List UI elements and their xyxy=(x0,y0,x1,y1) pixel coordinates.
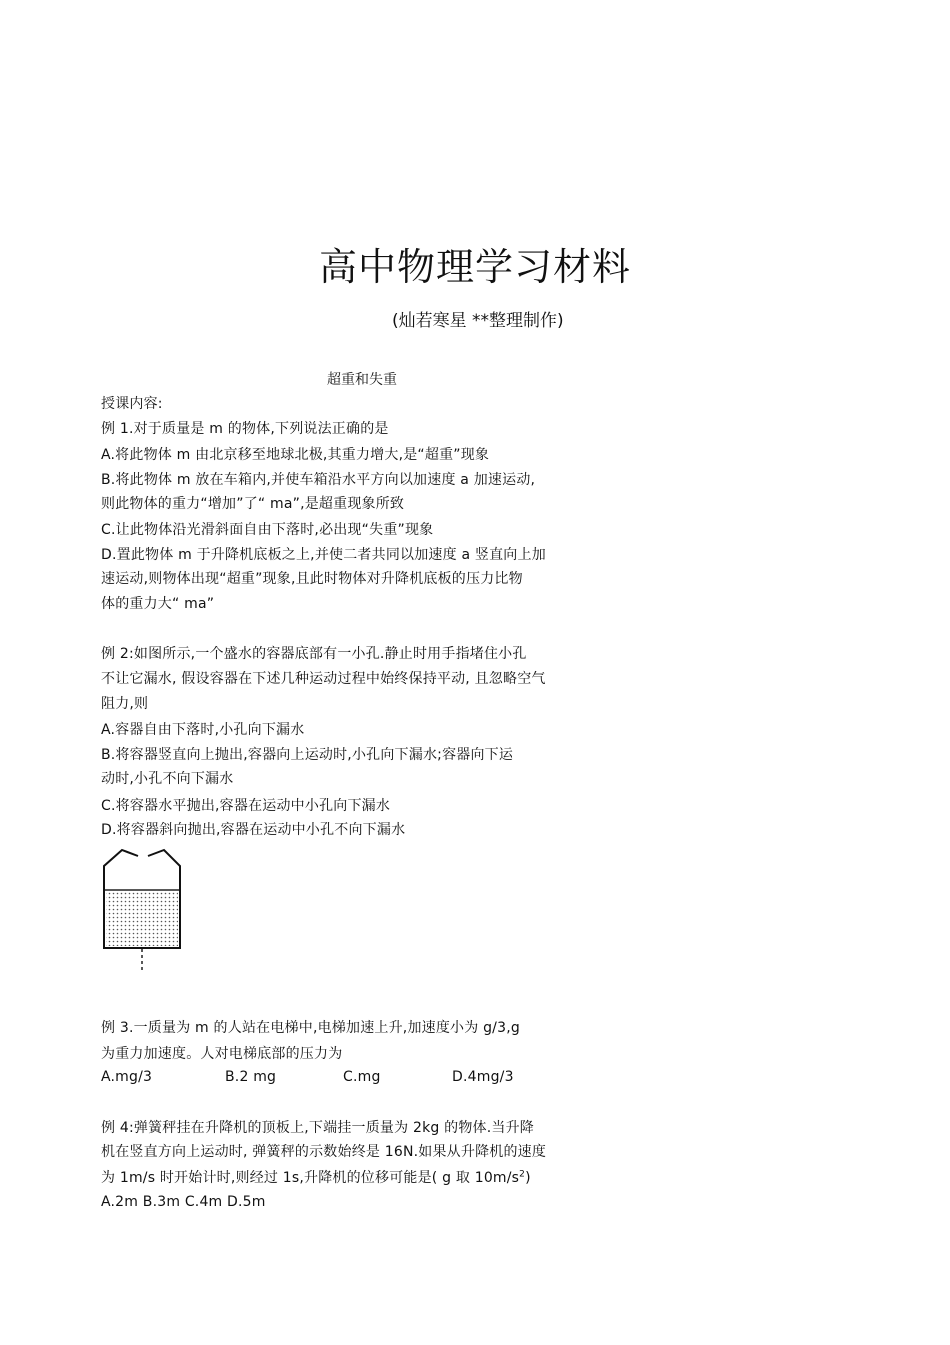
example4-unit-exponent: 2 xyxy=(519,1169,526,1180)
example4-question-line1: 例 4:弹簧秤挂在升降机的顶板上,下端挂一质量为 2kg 的物体.当升降 xyxy=(101,1120,534,1136)
example4-question-line3-text: 为 1m/s 时开始计时,则经过 1s,升降机的位移可能是( g 取 10m/s xyxy=(101,1170,520,1186)
example4-question-line3 xyxy=(101,1167,531,1187)
example2-question-line2: 不让它漏水, 假设容器在下述几种运动过程中始终保持平动, 且忽略空气 xyxy=(101,671,546,687)
example3-option-d: D.4mg/3 xyxy=(452,1069,514,1085)
example2-question-line3: 阻力,则 xyxy=(101,696,149,712)
document-subtitle: (灿若寒星 **整理制作) xyxy=(392,311,564,331)
example3-question-line2: 为重力加速度。人对电梯底部的压力为 xyxy=(101,1046,343,1062)
example2-option-c: C.将容器水平抛出,容器在运动中小孔向下漏水 xyxy=(101,798,391,814)
example3-option-b: B.2 mg xyxy=(225,1069,277,1085)
example1-option-b-line2: 则此物体的重力“增加”了“ ma”,是超重现象所致 xyxy=(101,496,405,512)
section-intro: 授课内容: xyxy=(101,396,163,412)
example1-option-d-line3: 体的重力大“ ma” xyxy=(101,596,215,612)
example3-question-line1: 例 3.一质量为 m 的人站在电梯中,电梯加速上升,加速度小为 g/3,g xyxy=(101,1020,520,1036)
example1-option-a: A.将此物体 m 由北京移至地球北极,其重力增大,是“超重”现象 xyxy=(101,447,490,463)
example1-option-d-line1: D.置此物体 m 于升降机底板之上,并使二者共同以加速度 a 竖直向上加 xyxy=(101,547,546,563)
example4-question-line3-close: ) xyxy=(525,1170,531,1186)
example1-option-c: C.让此物体沿光滑斜面自由下落时,必出现“失重”现象 xyxy=(101,522,434,538)
example2-option-d: D.将容器斜向抛出,容器在运动中小孔不向下漏水 xyxy=(101,822,406,838)
example2-option-a: A.容器自由下落时,小孔向下漏水 xyxy=(101,722,305,738)
example1-question: 例 1.对于质量是 m 的物体,下列说法正确的是 xyxy=(101,421,389,437)
example2-option-b-line1: B.将容器竖直向上抛出,容器向上运动时,小孔向下漏水;容器向下运 xyxy=(101,747,514,763)
example2-question-line1: 例 2:如图所示,一个盛水的容器底部有一小孔.静止时用手指堵住小孔 xyxy=(101,646,527,662)
example1-option-b-line1: B.将此物体 m 放在车箱内,并使车箱沿水平方向以加速度 a 加速运动, xyxy=(101,472,536,488)
example3-option-a: A.mg/3 xyxy=(101,1069,153,1085)
example1-option-d-line2: 速运动,则物体出现“超重”现象,且此时物体对升降机底板的压力比物 xyxy=(101,571,523,587)
water-container-figure xyxy=(100,848,190,976)
example4-question-line2: 机在竖直方向上运动时, 弹簧秤的示数始终是 16N.如果从升降机的速度 xyxy=(101,1144,547,1160)
example3-option-c: C.mg xyxy=(343,1069,381,1085)
example2-option-b-line2: 动时,小孔不向下漏水 xyxy=(101,771,234,787)
document-title: 高中物理学习材料 xyxy=(318,245,631,289)
water-body xyxy=(106,892,178,946)
example4-options: A.2m B.3m C.4m D.5m xyxy=(101,1194,266,1210)
section-heading: 超重和失重 xyxy=(327,372,397,388)
